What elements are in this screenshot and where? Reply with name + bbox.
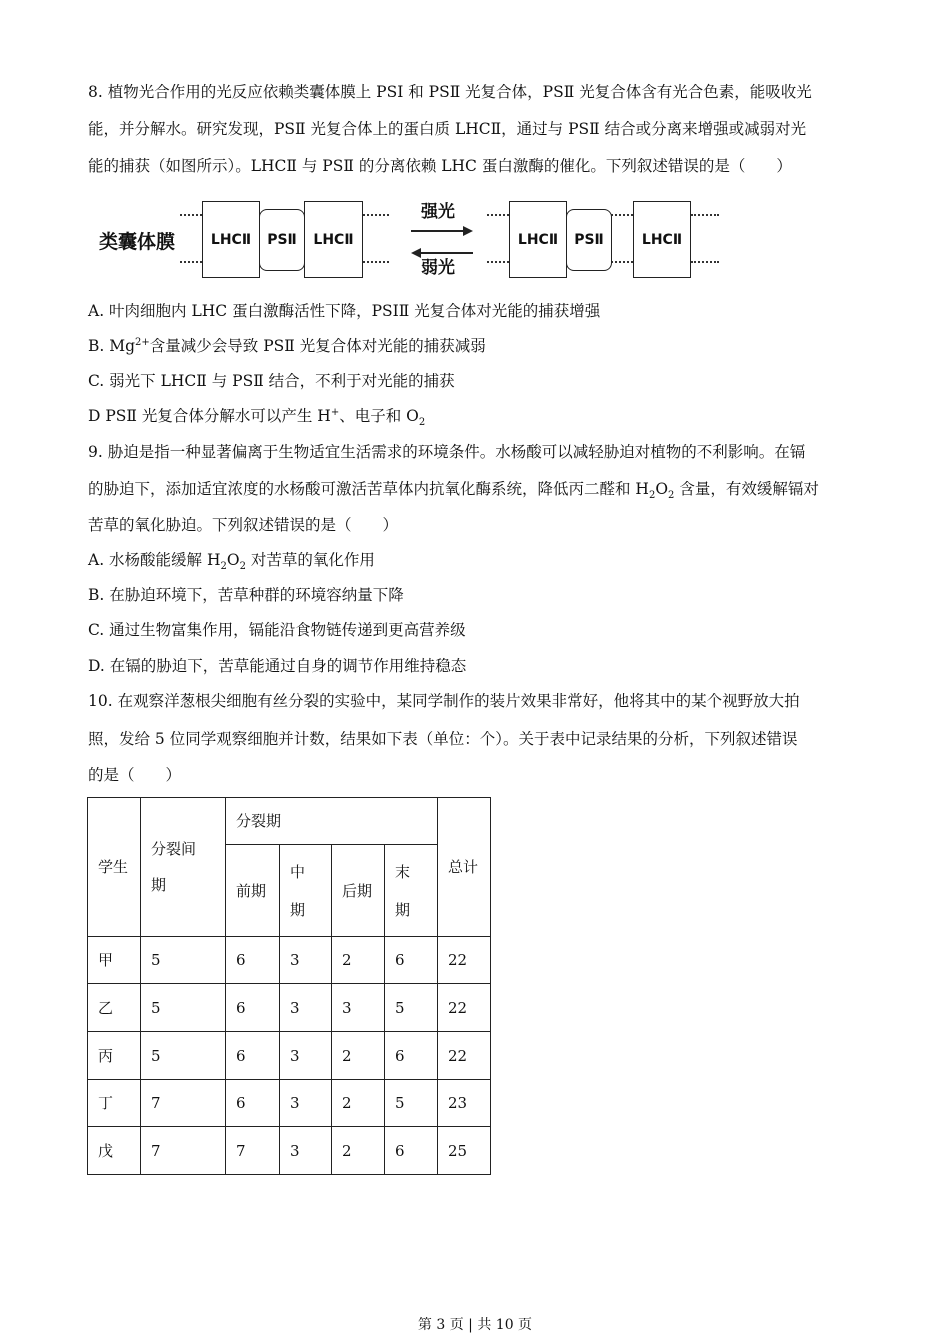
lhc-box-left-2: LHCⅡ [304,201,363,278]
cell-prophase: 6 [226,937,280,984]
table-row [88,984,491,1032]
cell-telophase: 5 [385,1080,438,1127]
cell-anaphase: 2 [332,937,385,984]
header-prophase: 前期 [226,845,280,937]
q10-line-1: 10. 在观察洋葱根尖细胞有丝分裂的实验中，某同学制作的装片效果非常好，他将其中的某个视野放大拍 [88,692,800,710]
table-row [88,1127,491,1175]
membrane-dots [363,261,389,263]
cell-telophase: 6 [385,1032,438,1080]
q10-line-3: 的是（ ） [88,766,182,784]
membrane-dots [691,214,719,216]
header-total: 总计 [438,798,491,937]
membrane-dots [487,261,509,263]
lhc-box-left-1: LHCⅡ [202,201,260,278]
cell-total: 25 [438,1127,491,1175]
q8-line-1: 8. 植物光合作用的光反应依赖类囊体膜上 PSⅠ 和 PSⅡ 光复合体，PSⅡ 光复合体含有光合色素，能吸收光 [88,83,812,101]
ps-box-left: PSⅡ [259,209,305,271]
header-anaphase: 后期 [332,845,385,937]
cell-metaphase: 3 [280,937,332,984]
page-footer: 第 3 页 | 共 10 页 [417,1317,533,1333]
membrane-label: 类囊体膜 [99,231,176,253]
q8-option-b: B. $Mg^{2+}$含量减少会导致 PSⅡ 光复合体对光能的捕获减弱 [88,336,486,355]
membrane-dots [180,261,202,263]
cell-interphase: 5 [141,1032,226,1080]
cell-interphase: 5 [141,984,226,1032]
cell-telophase: 5 [385,984,438,1032]
cell-prophase: 7 [226,1127,280,1175]
cell-interphase: 7 [141,1127,226,1175]
q9-option-a: A. 水杨酸能缓解 $H_2O_2$ 对苦草的氧化作用 [88,551,375,573]
cell-telophase: 6 [385,937,438,984]
cell-count-table [87,797,491,1175]
header-interphase: 分裂间 期 [141,798,226,937]
q9-option-c: C. 通过生物富集作用，镉能沿食物链传递到更高营养级 [88,621,466,639]
cell-metaphase: 3 [280,1080,332,1127]
lhc-box-right-2: LHCⅡ [633,201,691,278]
cell-anaphase: 3 [332,984,385,1032]
cell-prophase: 6 [226,1080,280,1127]
ps-box-right: PSⅡ [566,209,612,271]
thylakoid-diagram [95,195,735,285]
q8-line-2: 能，并分解水。研究发现，PSⅡ 光复合体上的蛋白质 LHCⅡ，通过与 PSⅡ 结合或分离来增强或减弱对光 [88,120,807,138]
header-telophase: 末 期 [385,845,438,937]
header-metaphase: 中 期 [280,845,332,937]
cell-total: 22 [438,937,491,984]
weak-light-label: 弱光 [421,258,455,278]
cell-total: 23 [438,1080,491,1127]
cell-metaphase: 3 [280,984,332,1032]
q8-option-c: C. 弱光下 LHCⅡ 与 PSⅡ 结合，不利于对光能的捕获 [88,372,455,390]
q8-option-d: D PSⅡ 光复合体分解水可以产生 H+、电子和 $O_2$ [88,406,426,429]
cell-telophase: 6 [385,1127,438,1175]
q9-option-d: D. 在镉的胁迫下，苦草能通过自身的调节作用维持稳态 [88,657,467,675]
cell-total: 22 [438,1032,491,1080]
table-row [88,1032,491,1080]
membrane-dots [487,214,509,216]
cell-total: 22 [438,984,491,1032]
cell-prophase: 6 [226,1032,280,1080]
table-row [88,1080,491,1127]
q8-option-a: A. 叶肉细胞内 LHC 蛋白激酶活性下降，PSIⅡ 光复合体对光能的捕获增强 [88,302,601,320]
membrane-dots [611,214,633,216]
cell-student: 甲 [88,937,141,984]
q9-line-3: 苦草的氧化胁迫。下列叙述错误的是（ ） [88,516,399,534]
cell-anaphase: 2 [332,1127,385,1175]
membrane-dots [691,261,719,263]
membrane-dots [363,214,389,216]
cell-student: 戊 [88,1127,141,1175]
header-student: 学生 [88,798,141,937]
cell-student: 丁 [88,1080,141,1127]
q9-option-b: B. 在胁迫环境下，苦草种群的环境容纳量下降 [88,586,404,604]
cell-metaphase: 3 [280,1127,332,1175]
cell-student: 丙 [88,1032,141,1080]
cell-student: 乙 [88,984,141,1032]
cell-interphase: 7 [141,1080,226,1127]
membrane-dots [611,261,633,263]
strong-light-label: 强光 [421,202,455,222]
cell-prophase: 6 [226,984,280,1032]
lhc-box-right-1: LHCⅡ [509,201,567,278]
q8-line-3: 能的捕获（如图所示）。LHCⅡ 与 PSⅡ 的分离依赖 LHC 蛋白激酶的催化。下列叙述错误的是（ ） [88,157,792,175]
header-division: 分裂期 [226,798,438,845]
cell-metaphase: 3 [280,1032,332,1080]
cell-anaphase: 2 [332,1080,385,1127]
membrane-dots [180,214,202,216]
cell-interphase: 5 [141,937,226,984]
q9-line-1: 9. 胁迫是指一种显著偏离于生物适宜生活需求的环境条件。水杨酸可以减轻胁迫对植物的不利影响。在镉 [88,443,806,461]
q10-line-2: 照，发给 5 位同学观察细胞并计数，结果如下表（单位：个）。关于表中记录结果的分析，下列叙述错误 [88,730,798,748]
cell-anaphase: 2 [332,1032,385,1080]
q9-line-2: 的胁迫下，添加适宜浓度的水杨酸可激活苦草体内抗氧化酶系统，降低丙二醛和 $H_2O_2$ 含量，有效缓解镉对 [88,480,819,502]
table-row [88,937,491,984]
